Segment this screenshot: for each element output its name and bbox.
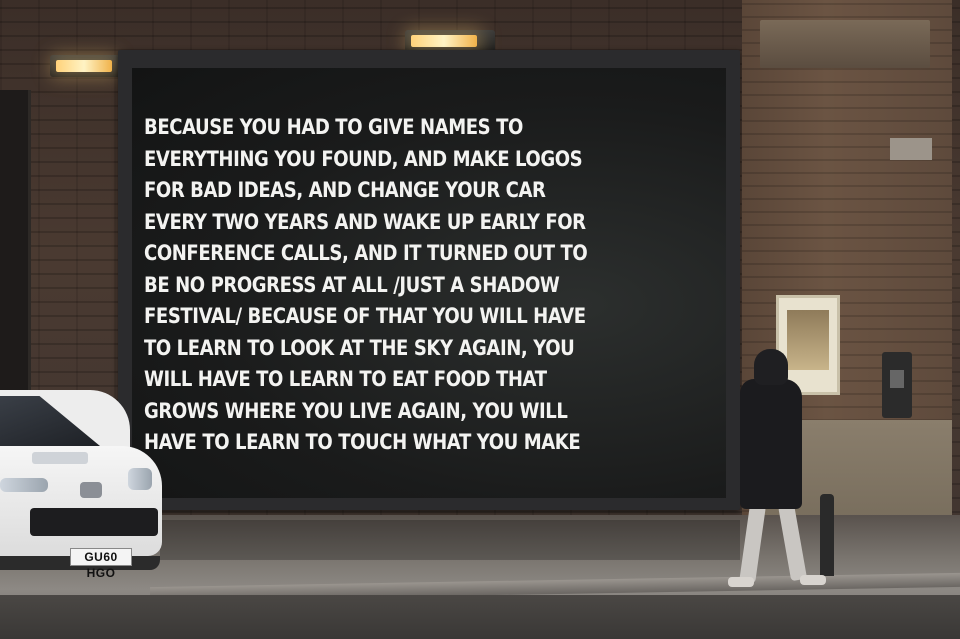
car-grille (30, 508, 158, 536)
pedestrian-leg (739, 504, 766, 583)
billboard (132, 68, 726, 498)
pavement-shadow (160, 520, 740, 560)
car-headlight (128, 468, 152, 490)
billboard-line: WILL HAVE TO LEARN TO EAT FOOD THAT (144, 367, 547, 391)
pedestrian-hood (754, 349, 788, 385)
road (0, 595, 960, 639)
meter-window (890, 370, 904, 388)
left-dark-panel (0, 90, 31, 400)
pedestrian-leg (778, 504, 807, 582)
license-plate: GU60 HGO (70, 548, 132, 566)
pedestrian (720, 345, 830, 595)
billboard-line: EVERY TWO YEARS AND WAKE UP EARLY FOR (144, 209, 586, 234)
billboard-line: CONFERENCE CALLS, AND IT TURNED OUT TO (144, 241, 588, 265)
billboard-line: FOR BAD IDEAS, AND CHANGE YOUR CAR (144, 178, 546, 202)
floodlight-glow (411, 35, 477, 47)
wall-meter-box (882, 352, 912, 418)
pedestrian-shoe (800, 575, 826, 585)
white-car (0, 390, 165, 585)
wall-plaque (890, 138, 932, 160)
floodlight-right (405, 30, 495, 52)
pedestrian-shoe (728, 577, 754, 587)
billboard-line: BECAUSE YOU HAD TO GIVE NAMES TO (144, 115, 523, 139)
car-bonnet-badge (32, 452, 88, 464)
billboard-line: BE NO PROGRESS AT ALL /JUST A SHADOW (144, 272, 560, 297)
billboard-line: EVERYTHING YOU FOUND, AND MAKE LOGOS (144, 146, 583, 171)
floodlight-glow (56, 60, 112, 72)
car-headlight (0, 478, 48, 492)
pillar-capital (760, 20, 930, 68)
pedestrian-coat (740, 379, 802, 509)
billboard-line: TO LEARN TO LOOK AT THE SKY AGAIN, YOU (144, 335, 575, 360)
billboard-frame (118, 50, 740, 510)
billboard-line: FESTIVAL/ BECAUSE OF THAT YOU WILL HAVE (144, 304, 586, 328)
billboard-line: GROWS WHERE YOU LIVE AGAIN, YOU WILL (144, 398, 568, 423)
car-logo-icon (80, 482, 102, 498)
billboard-line: HAVE TO LEARN TO TOUCH WHAT YOU MAKE (144, 430, 581, 454)
